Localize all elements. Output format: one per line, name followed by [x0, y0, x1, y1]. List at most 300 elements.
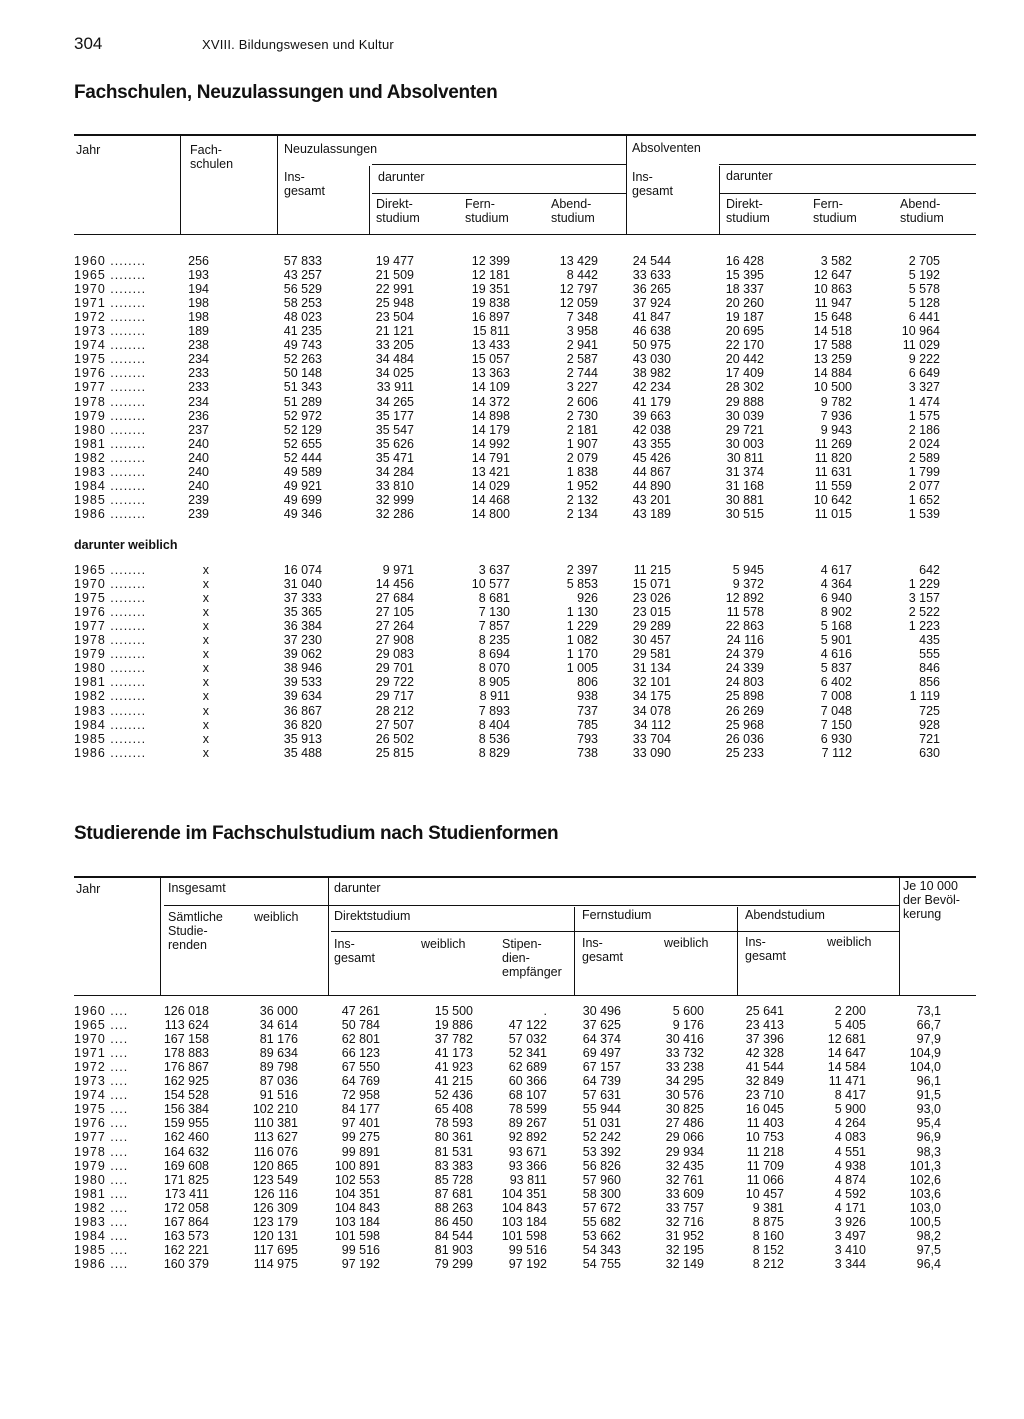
value-cell: 85 728 [434, 1172, 473, 1187]
value-cell: . [543, 1004, 547, 1018]
female-subheading: darunter weiblich [74, 538, 178, 552]
value-cell: 239 [188, 506, 209, 521]
t2-col-fern: Fernstudium [582, 908, 652, 922]
t2-row [0, 1215, 1024, 1229]
value-cell: 11 578 [726, 605, 764, 620]
value-cell: 1 005 [566, 661, 598, 676]
value-cell: 87 681 [434, 1186, 473, 1201]
value-cell: 164 632 [163, 1144, 209, 1159]
value-cell: 29 701 [375, 661, 414, 676]
value-cell: 721 [919, 731, 940, 746]
t1-row [0, 451, 1024, 465]
value-cell: 29 888 [725, 394, 764, 409]
value-cell: 240 [188, 436, 209, 451]
value-cell: 37 396 [745, 1032, 784, 1047]
value-cell: 32 999 [375, 492, 414, 507]
value-cell: 10 863 [813, 282, 852, 297]
value-cell: 2 941 [566, 338, 598, 353]
value-cell: 32 761 [665, 1172, 704, 1187]
value-cell: 926 [577, 591, 598, 606]
value-cell: 42 038 [632, 422, 671, 437]
value-cell: 52 655 [283, 436, 322, 451]
year-cell: 1975 ........ [74, 591, 147, 606]
value-cell: 32 149 [665, 1256, 704, 1271]
value-cell: 5 600 [672, 1004, 704, 1018]
year-cell: 1975 .... [74, 1102, 129, 1117]
value-cell: 97,5 [916, 1242, 941, 1257]
value-cell: 84 177 [341, 1102, 380, 1117]
value-cell: 2 705 [908, 254, 940, 268]
value-cell: 16 897 [471, 310, 510, 325]
value-cell: 104 843 [334, 1200, 380, 1215]
value-cell: 35 626 [375, 436, 414, 451]
value-cell: 7 893 [478, 703, 510, 718]
value-cell: 51 343 [283, 380, 322, 395]
value-cell: 9 222 [908, 352, 940, 367]
value-cell: 41 923 [434, 1060, 473, 1075]
value-cell: 25 948 [375, 296, 414, 311]
value-cell: 11 559 [814, 478, 852, 493]
value-cell: 30 515 [725, 506, 764, 521]
value-cell: 55 682 [582, 1214, 621, 1229]
value-cell: 27 908 [375, 633, 414, 648]
value-cell: 113 624 [164, 1018, 209, 1033]
value-cell: 8 875 [752, 1214, 784, 1229]
value-cell: 156 384 [163, 1102, 209, 1117]
value-cell: 86 450 [434, 1214, 473, 1229]
value-cell: 64 769 [341, 1074, 380, 1089]
value-cell: 6 940 [820, 591, 852, 606]
value-cell: 46 638 [632, 324, 671, 339]
value-cell: 29 934 [665, 1144, 704, 1159]
value-cell: 39 062 [283, 647, 322, 662]
value-cell: 1 229 [908, 577, 940, 592]
value-cell: x [202, 731, 209, 746]
value-cell: 32 716 [665, 1214, 704, 1229]
value-cell: 14 456 [375, 577, 414, 592]
value-cell: 48 023 [283, 310, 322, 325]
value-cell: 198 [188, 296, 209, 311]
value-cell: 240 [188, 478, 209, 493]
t1-row [0, 310, 1024, 324]
value-cell: 12 059 [559, 296, 598, 311]
value-cell: 32 195 [665, 1242, 704, 1257]
value-cell: 8 911 [479, 689, 510, 704]
t1-row [0, 282, 1024, 296]
value-cell: x [202, 605, 209, 620]
value-cell: x [202, 647, 209, 662]
value-cell: 15 500 [434, 1004, 473, 1018]
value-cell: 34 284 [375, 464, 414, 479]
col-neu-insgesamt: Ins- gesamt [284, 170, 325, 198]
value-cell: 103 184 [501, 1214, 547, 1229]
value-cell: 12 797 [559, 282, 598, 297]
value-cell: 7 348 [566, 310, 598, 325]
value-cell: 8 235 [478, 633, 510, 648]
value-cell: 60 366 [508, 1074, 547, 1089]
t2-row [0, 1088, 1024, 1102]
value-cell: 27 105 [375, 605, 414, 620]
value-cell: 10 964 [901, 324, 940, 339]
value-cell: 24 116 [726, 633, 764, 648]
value-cell: 27 684 [375, 591, 414, 606]
value-cell: 36 820 [283, 717, 322, 732]
t2-row [0, 1102, 1024, 1116]
col-abs-abend: Abend- studium [900, 197, 944, 225]
value-cell: 52 972 [283, 408, 322, 423]
value-cell: 3 227 [566, 380, 598, 395]
t1-female-row [0, 746, 1024, 760]
value-cell: 7 936 [820, 408, 852, 423]
value-cell: 30 576 [665, 1088, 704, 1103]
value-cell: 12 681 [827, 1032, 866, 1047]
value-cell: 22 863 [725, 619, 764, 634]
value-cell: 8 417 [834, 1088, 866, 1103]
value-cell: 11 947 [814, 296, 852, 311]
value-cell: 34 025 [375, 366, 414, 381]
value-cell: 1 539 [908, 506, 940, 521]
value-cell: 37 782 [434, 1032, 473, 1047]
value-cell: 37 625 [582, 1018, 621, 1033]
value-cell: 10 753 [745, 1130, 784, 1145]
year-cell: 1978 ........ [74, 633, 147, 648]
value-cell: 8 070 [478, 661, 510, 676]
t1-row [0, 409, 1024, 423]
t2-row [0, 1145, 1024, 1159]
value-cell: 57 960 [582, 1172, 621, 1187]
t1-female-row [0, 704, 1024, 718]
value-cell: 2 606 [566, 394, 598, 409]
value-cell: 6 402 [820, 675, 852, 690]
t1-row [0, 268, 1024, 282]
value-cell: 11 631 [814, 464, 852, 479]
value-cell: 8 212 [752, 1256, 784, 1271]
value-cell: 32 849 [745, 1074, 784, 1089]
value-cell: 33 810 [375, 478, 414, 493]
t1-female-row [0, 718, 1024, 732]
col-absolventen: Absolventen [632, 141, 701, 155]
value-cell: 57 032 [508, 1032, 547, 1047]
value-cell: 43 189 [632, 506, 671, 521]
value-cell: 5 945 [732, 563, 764, 577]
value-cell: 4 364 [820, 577, 852, 592]
value-cell: 34 484 [375, 352, 414, 367]
value-cell: 55 944 [582, 1102, 621, 1117]
value-cell: 7 008 [820, 689, 852, 704]
value-cell: 14 518 [813, 324, 852, 339]
value-cell: x [202, 563, 209, 577]
value-cell: 11 471 [828, 1074, 866, 1089]
value-cell: 9 782 [820, 394, 852, 409]
value-cell: 178 883 [163, 1046, 209, 1061]
value-cell: 25 968 [725, 717, 764, 732]
value-cell: 167 864 [163, 1214, 209, 1229]
value-cell: 256 [188, 254, 209, 268]
value-cell: 14 029 [471, 478, 510, 493]
value-cell: 5 578 [908, 282, 940, 297]
col-neu-abend: Abend- studium [551, 197, 595, 225]
value-cell: 32 101 [632, 675, 671, 690]
value-cell: 41 173 [434, 1046, 473, 1061]
value-cell: 2 200 [834, 1004, 866, 1018]
value-cell: 39 634 [283, 689, 322, 704]
value-cell: 35 488 [283, 745, 322, 760]
value-cell: 104 843 [501, 1200, 547, 1215]
year-cell: 1981 ........ [74, 436, 147, 451]
value-cell: 19 838 [471, 296, 510, 311]
t2-row [0, 1060, 1024, 1074]
year-cell: 1981 .... [74, 1186, 129, 1201]
col-abs-fern: Fern- studium [813, 197, 857, 225]
value-cell: x [202, 633, 209, 648]
value-cell: 67 550 [341, 1060, 380, 1075]
value-cell: 104 351 [334, 1186, 380, 1201]
value-cell: 9 381 [752, 1200, 784, 1215]
value-cell: 98,3 [916, 1144, 941, 1159]
t2-col-weiblich: weiblich [254, 910, 299, 924]
value-cell: 104,0 [909, 1060, 941, 1075]
value-cell: 1 474 [908, 394, 940, 409]
value-cell: 64 739 [582, 1074, 621, 1089]
value-cell: 4 592 [834, 1186, 866, 1201]
t1-row [0, 366, 1024, 380]
value-cell: 26 036 [725, 731, 764, 746]
year-cell: 1972 .... [74, 1060, 129, 1075]
value-cell: 4 617 [820, 563, 852, 577]
year-cell: 1974 .... [74, 1088, 129, 1103]
value-cell: 29 066 [665, 1130, 704, 1145]
value-cell: 1 652 [908, 492, 940, 507]
value-cell: 162 460 [163, 1130, 209, 1145]
value-cell: 66 123 [341, 1046, 380, 1061]
value-cell: 14 647 [827, 1046, 866, 1061]
value-cell: 41 847 [632, 310, 671, 325]
value-cell: 34 614 [259, 1018, 298, 1033]
value-cell: 10 500 [813, 380, 852, 395]
value-cell: 2 132 [566, 492, 598, 507]
value-cell: 162 925 [163, 1074, 209, 1089]
value-cell: 26 502 [375, 731, 414, 746]
value-cell: 64 374 [582, 1032, 621, 1047]
value-cell: 7 857 [478, 619, 510, 634]
value-cell: 33 911 [376, 380, 414, 395]
value-cell: 10 642 [813, 492, 852, 507]
value-cell: 41 235 [283, 324, 322, 339]
value-cell: 11 215 [633, 563, 671, 577]
value-cell: 49 346 [283, 506, 322, 521]
value-cell: 11 269 [814, 436, 852, 451]
value-cell: 92 892 [508, 1130, 547, 1145]
value-cell: 36 000 [259, 1004, 298, 1018]
year-cell: 1977 ........ [74, 619, 147, 634]
value-cell: 7 048 [820, 703, 852, 718]
value-cell: 104,9 [909, 1046, 941, 1061]
value-cell: 3 327 [908, 380, 940, 395]
year-cell: 1977 .... [74, 1130, 129, 1145]
value-cell: 66,7 [916, 1018, 941, 1033]
value-cell: 167 158 [163, 1032, 209, 1047]
value-cell: 101 598 [334, 1228, 380, 1243]
value-cell: 89 634 [259, 1046, 298, 1061]
value-cell: 27 507 [375, 717, 414, 732]
value-cell: 123 549 [252, 1172, 298, 1187]
value-cell: 23 413 [745, 1018, 784, 1033]
t1-female-row [0, 675, 1024, 689]
value-cell: 10 457 [745, 1186, 784, 1201]
value-cell: 14 179 [471, 422, 510, 437]
value-cell: 88 263 [434, 1200, 473, 1215]
value-cell: 25 898 [725, 689, 764, 704]
value-cell: 33 090 [632, 745, 671, 760]
value-cell: 2 024 [908, 436, 940, 451]
t2-col-per10000: Je 10 000 der Bevöl- kerung [903, 879, 960, 921]
value-cell: 14 884 [813, 366, 852, 381]
value-cell: 1 170 [566, 647, 598, 662]
value-cell: 642 [919, 563, 940, 577]
t1-row [0, 479, 1024, 493]
value-cell: 19 886 [434, 1018, 473, 1033]
value-cell: 30 457 [632, 633, 671, 648]
value-cell: 29 581 [632, 647, 671, 662]
col-neu-darunter: darunter [378, 170, 425, 184]
year-cell: 1985 ........ [74, 731, 147, 746]
value-cell: 23 710 [745, 1088, 784, 1103]
value-cell: 193 [188, 268, 209, 283]
t2-row [0, 1046, 1024, 1060]
value-cell: 24 544 [632, 254, 671, 268]
year-cell: 1976 ........ [74, 366, 147, 381]
value-cell: x [202, 689, 209, 704]
t2-row [0, 1116, 1024, 1130]
value-cell: 32 435 [665, 1158, 704, 1173]
value-cell: 30 496 [582, 1004, 621, 1018]
value-cell: 9 176 [672, 1018, 704, 1033]
year-cell: 1971 ........ [74, 296, 147, 311]
t2-col-direkt: Direktstudium [334, 909, 411, 923]
value-cell: 8 160 [752, 1228, 784, 1243]
year-cell: 1972 ........ [74, 310, 147, 325]
t1-female-row [0, 732, 1024, 746]
value-cell: x [202, 619, 209, 634]
col-abs-direkt: Direkt- studium [726, 197, 770, 225]
value-cell: 8 902 [820, 605, 852, 620]
year-cell: 1982 ........ [74, 450, 147, 465]
year-cell: 1965 ........ [74, 268, 147, 283]
value-cell: 73,1 [916, 1004, 941, 1018]
value-cell: 5 192 [908, 268, 940, 283]
value-cell: 2 587 [566, 352, 598, 367]
value-cell: 162 221 [163, 1242, 209, 1257]
value-cell: 89 267 [508, 1116, 547, 1131]
value-cell: 102,6 [909, 1172, 941, 1187]
t2-col-fern-weiblich: weiblich [664, 936, 709, 950]
value-cell: 12 647 [813, 268, 852, 283]
value-cell: 104 351 [501, 1186, 547, 1201]
value-cell: 22 170 [725, 338, 764, 353]
value-cell: 19 477 [375, 254, 414, 268]
value-cell: 38 946 [283, 661, 322, 676]
value-cell: 99 275 [341, 1130, 380, 1145]
value-cell: 56 529 [283, 282, 322, 297]
value-cell: 34 175 [632, 689, 671, 704]
t2-col-abend-weiblich: weiblich [827, 935, 872, 949]
value-cell: 41 215 [434, 1074, 473, 1089]
table1-title: Fachschulen, Neuzulassungen und Absolventen [74, 82, 498, 103]
value-cell: 45 426 [632, 450, 671, 465]
value-cell: 13 429 [559, 254, 598, 268]
value-cell: 81 176 [259, 1032, 298, 1047]
value-cell: 1 575 [908, 408, 940, 423]
value-cell: 17 588 [813, 338, 852, 353]
value-cell: 2 181 [566, 422, 598, 437]
year-cell: 1986 ........ [74, 745, 147, 760]
value-cell: 33 238 [665, 1060, 704, 1075]
value-cell: 8 536 [478, 731, 510, 746]
value-cell: 23 026 [632, 591, 671, 606]
t2-col-insgesamt: Insgesamt [168, 881, 226, 895]
value-cell: 51 031 [582, 1116, 621, 1131]
col-neuzulassungen: Neuzulassungen [284, 142, 378, 156]
value-cell: 198 [188, 310, 209, 325]
col-neu-direkt: Direkt- studium [376, 197, 420, 225]
year-cell: 1979 ........ [74, 647, 147, 662]
value-cell: 11 403 [746, 1116, 784, 1131]
value-cell: 1 907 [566, 436, 598, 451]
value-cell: 72 958 [341, 1088, 380, 1103]
value-cell: 101 598 [501, 1228, 547, 1243]
col-jahr: Jahr [76, 143, 101, 157]
value-cell: 96,4 [916, 1256, 941, 1271]
value-cell: 160 379 [163, 1256, 209, 1271]
value-cell: 28 302 [725, 380, 764, 395]
value-cell: 16 074 [283, 563, 322, 577]
value-cell: 5 837 [820, 661, 852, 676]
value-cell: 123 179 [252, 1214, 298, 1229]
value-cell: 4 938 [834, 1158, 866, 1173]
t1-row [0, 395, 1024, 409]
value-cell: 173 411 [164, 1186, 209, 1201]
year-cell: 1985 .... [74, 1242, 129, 1257]
year-cell: 1975 ........ [74, 352, 147, 367]
value-cell: 2 079 [566, 450, 598, 465]
t2-col-fern-ins: Ins- gesamt [582, 936, 623, 964]
value-cell: 50 784 [341, 1018, 380, 1033]
value-cell: 34 112 [633, 717, 671, 732]
value-cell: 41 179 [632, 394, 671, 409]
value-cell: 49 743 [283, 338, 322, 353]
value-cell: 29 289 [632, 619, 671, 634]
value-cell: 56 826 [582, 1158, 621, 1173]
value-cell: 103 184 [334, 1214, 380, 1229]
value-cell: 171 825 [163, 1172, 209, 1187]
year-cell: 1983 .... [74, 1214, 129, 1229]
year-cell: 1985 ........ [74, 492, 147, 507]
value-cell: 9 372 [732, 577, 764, 592]
value-cell: 96,1 [916, 1074, 941, 1089]
value-cell: 52 129 [283, 422, 322, 437]
year-cell: 1976 ........ [74, 605, 147, 620]
value-cell: 20 260 [725, 296, 764, 311]
col-fachschulen: Fach- schulen [190, 143, 234, 171]
value-cell: 103,0 [909, 1200, 941, 1215]
value-cell: 47 122 [508, 1018, 547, 1033]
t1-female-row [0, 605, 1024, 619]
value-cell: 38 982 [632, 366, 671, 381]
value-cell: 33 757 [665, 1200, 704, 1215]
t1-female-row [0, 661, 1024, 675]
t2-row [0, 1032, 1024, 1046]
value-cell: 30 039 [725, 408, 764, 423]
